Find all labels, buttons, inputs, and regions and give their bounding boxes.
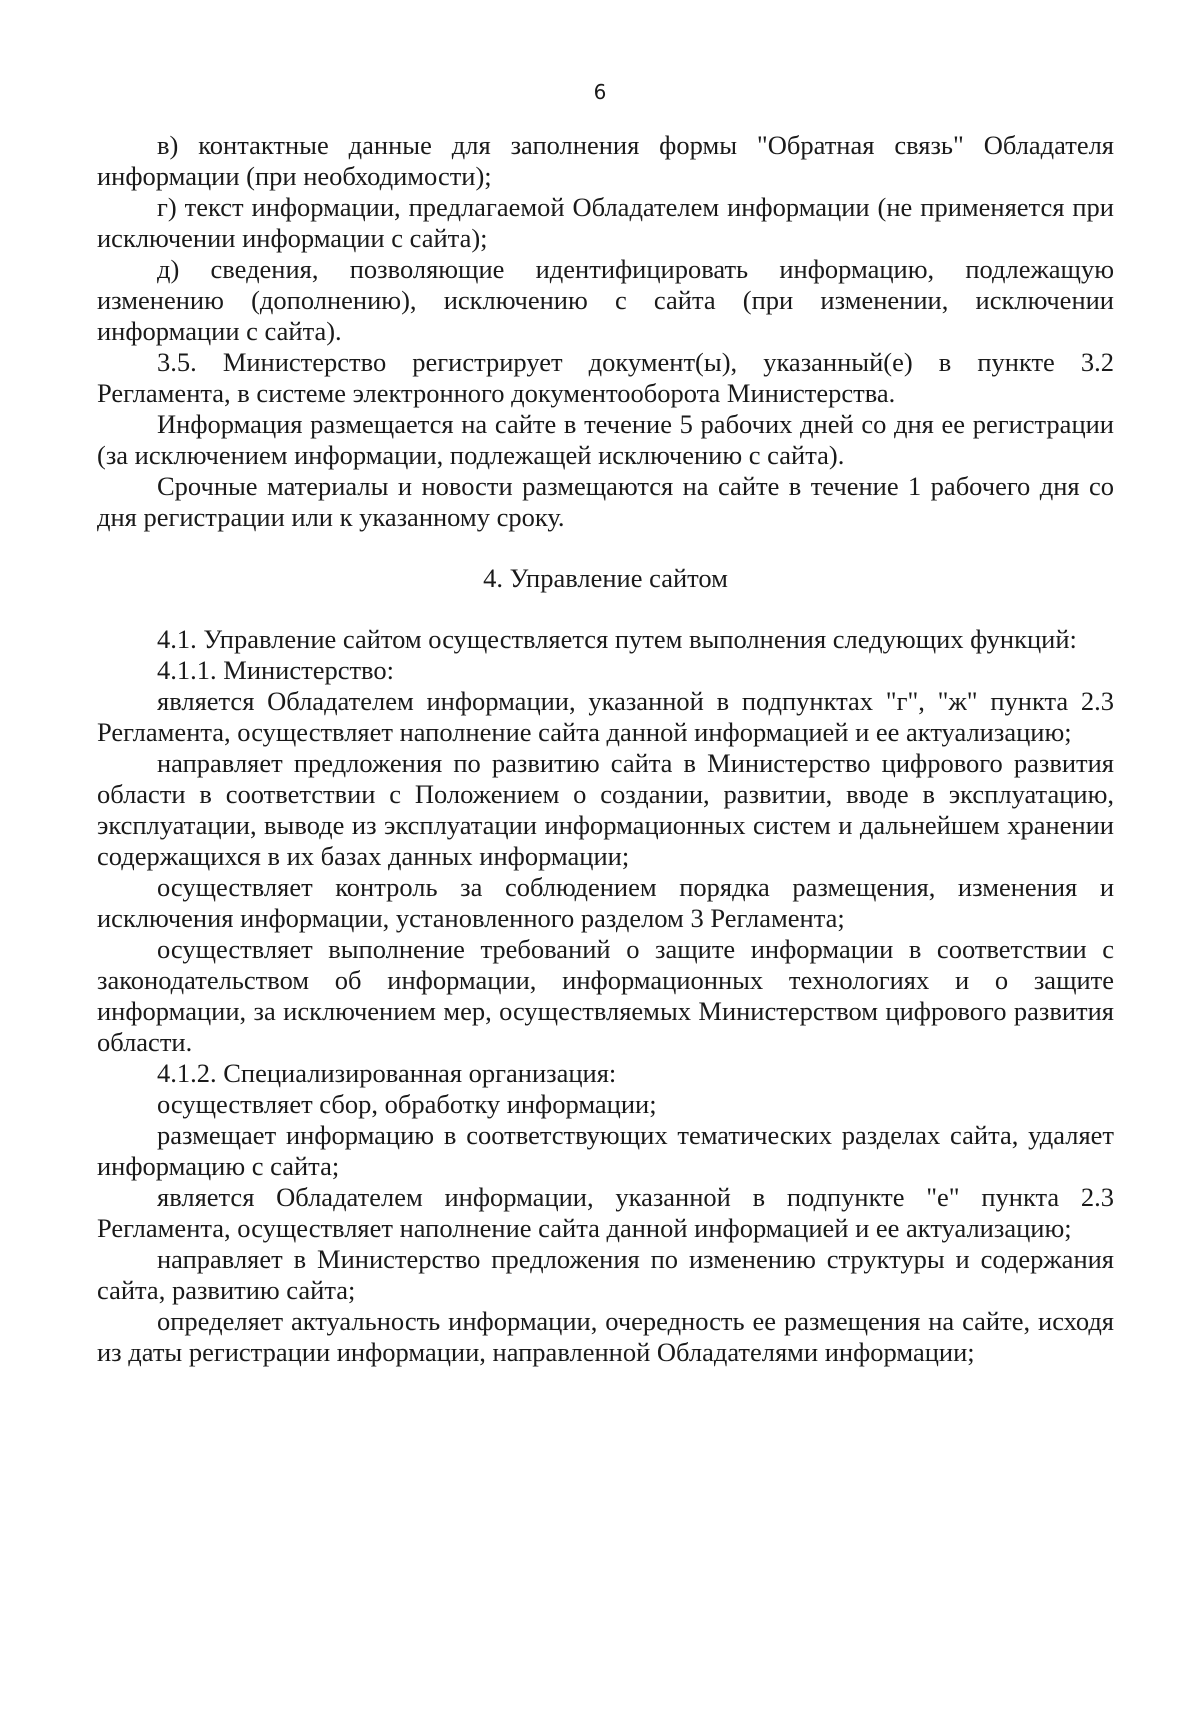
document-body bbox=[97, 130, 1114, 1368]
page-number: 6 bbox=[593, 80, 607, 104]
paragraph: в) контактные данные для заполнения формы "Обратная связь" Обладателя информации (при необходимости); bbox=[97, 130, 1114, 191]
paragraph: 3.5. Министерство регистрирует документ(ы), указанный(е) в пункте 3.2 Регламента, в системе электронного документооборота Министерства. bbox=[97, 347, 1114, 408]
paragraph: 4.1.1. Министерство: bbox=[157, 655, 394, 685]
paragraph: 4.1. Управление сайтом осуществляется путем выполнения следующих функций: bbox=[157, 624, 1077, 654]
section-heading: 4. Управление сайтом bbox=[483, 563, 728, 593]
paragraph: направляет предложения по развитию сайта в Министерство цифрового развития области в соответствии с Положением о создании, развитии, вводе в эксплуатацию, эксплуатации, выводе из эксплуатации информационных систем и дальнейшем хранении содержащихся в их базах данных информации; bbox=[97, 748, 1114, 871]
paragraph: г) текст информации, предлагаемой Обладателем информации (не применяется при исключении информации с сайта); bbox=[97, 192, 1114, 253]
paragraph: Информация размещается на сайте в течение 5 рабочих дней со дня ее регистрации (за исключением информации, подлежащей исключению с сайта). bbox=[97, 409, 1114, 470]
paragraph: осуществляет контроль за соблюдением порядка размещения, изменения и исключения информации, установленного разделом 3 Регламента; bbox=[97, 872, 1114, 933]
paragraph: является Обладателем информации, указанной в подпунктах "г", "ж" пункта 2.3 Регламента, осуществляет наполнение сайта данной информацией и ее актуализацию; bbox=[97, 686, 1114, 747]
paragraph: 4.1.2. Специализированная организация: bbox=[157, 1058, 617, 1088]
paragraph: направляет в Министерство предложения по изменению структуры и содержания сайта, развитию сайта; bbox=[97, 1244, 1114, 1305]
paragraph: осуществляет выполнение требований о защите информации в соответствии с законодательством об информации, информационных технологиях и о защите информации, за исключением мер, осуществляемых Министерством цифрового развития области. bbox=[97, 934, 1114, 1057]
paragraph: является Обладателем информации, указанной в подпункте "е" пункта 2.3 Регламента, осуществляет наполнение сайта данной информацией и ее актуализацию; bbox=[97, 1182, 1114, 1243]
paragraph: д) сведения, позволяющие идентифицировать информацию, подлежащую изменению (дополнению), исключению с сайта (при изменении, исключении информации с сайта). bbox=[97, 254, 1114, 346]
paragraph: определяет актуальность информации, очередность ее размещения на сайте, исходя из даты регистрации информации, направленной Обладателями информации; bbox=[97, 1306, 1114, 1367]
paragraph: Срочные материалы и новости размещаются на сайте в течение 1 рабочего дня со дня регистрации или к указанному сроку. bbox=[97, 471, 1114, 532]
paragraph: размещает информацию в соответствующих тематических разделах сайта, удаляет информацию с сайта; bbox=[97, 1120, 1114, 1181]
paragraph: осуществляет сбор, обработку информации; bbox=[157, 1089, 657, 1119]
